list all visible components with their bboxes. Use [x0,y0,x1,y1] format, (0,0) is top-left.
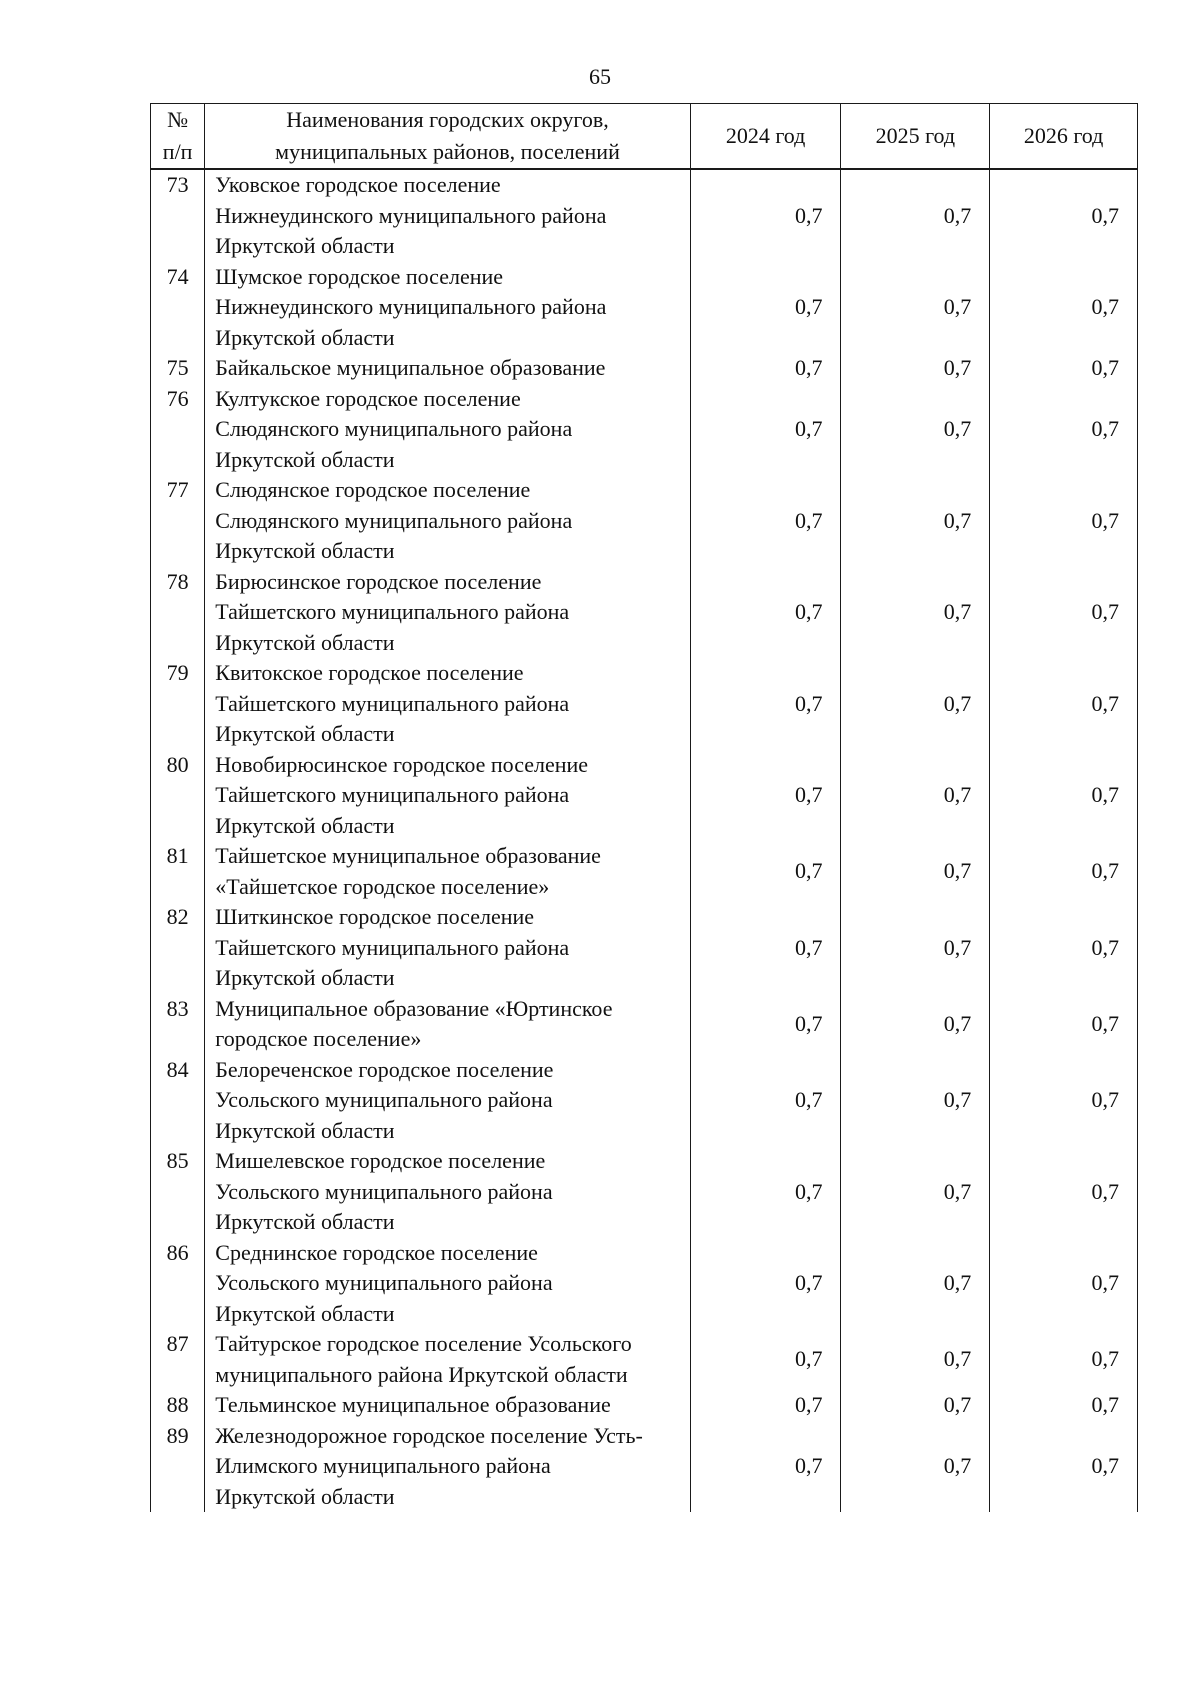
row-name-line: Слюдянского муниципального района [215,507,573,533]
row-value-2025: 0,7 [841,994,990,1055]
row-name [205,750,690,842]
row-value-2024: 0,7 [690,841,841,902]
table-row [151,475,1138,567]
row-value-2026: 0,7 [990,1238,1138,1330]
table-header [151,104,1138,170]
row-name [205,1390,690,1421]
row-name-line: Иркутской области [215,324,395,350]
row-number: 87 [151,1329,205,1390]
table-row [151,1421,1138,1513]
row-name-line: Тайшетского муниципального района [215,934,570,960]
row-value-2025: 0,7 [841,902,990,994]
row-name-line: Тайшетского муниципального района [215,782,570,807]
row-name [205,1055,690,1147]
row-name-line: Уковское городское поселение [215,172,501,197]
row-name [205,1329,690,1390]
row-name-line: Иркутской области [215,812,395,838]
row-name [205,1238,690,1330]
row-value-2025: 0,7 [841,169,990,262]
row-name-line: городское поселение» [215,1026,422,1051]
row-value-2024: 0,7 [690,1238,841,1330]
row-value-2026: 0,7 [990,353,1138,384]
row-name-line: Тайшетского муниципального района [215,599,570,624]
table-row [151,169,1138,262]
row-value-2025: 0,7 [841,1055,990,1147]
row-value-2026: 0,7 [990,994,1138,1055]
header-year-2026: 2026 год [990,104,1138,170]
table-row [151,1055,1138,1147]
row-value-2026: 0,7 [990,658,1138,750]
row-number: 74 [151,262,205,354]
row-name-line: Тайшетского муниципального района [215,690,570,716]
table-row [151,1329,1138,1390]
row-value-2025: 0,7 [841,1238,990,1330]
row-name [205,1421,690,1513]
row-name-line: Иркутской области [215,1209,395,1234]
table-row [151,750,1138,842]
row-name [205,902,690,994]
row-name-line: Илимского муниципального района [215,1453,551,1478]
row-value-2024: 0,7 [690,1329,841,1390]
table-row [151,994,1138,1055]
row-value-2025: 0,7 [841,841,990,902]
row-value-2024: 0,7 [690,902,841,994]
row-value-2025: 0,7 [841,1329,990,1390]
table-row [151,1146,1138,1238]
row-number: 83 [151,994,205,1055]
header-row [151,104,1138,170]
row-name-line: Иркутской области [215,233,395,258]
row-number: 86 [151,1238,205,1330]
table-row [151,384,1138,476]
row-name-line: Новобирюсинское городское поселение [215,751,589,777]
row-value-2025: 0,7 [841,750,990,842]
row-value-2024: 0,7 [690,1390,841,1421]
row-name-line: Квитокское городское поселение [215,660,524,685]
table-row [151,567,1138,659]
row-name-line: Нижнеудинского муниципального района [215,202,607,228]
row-value-2025: 0,7 [841,1390,990,1421]
row-number: 77 [151,475,205,567]
row-value-2024: 0,7 [690,1055,841,1147]
row-name-line: Тайтурское городское поселение Усольского [215,1331,632,1356]
row-name-line: Тельминское муниципальное образование [215,1392,611,1417]
row-value-2026: 0,7 [990,475,1138,567]
row-value-2024: 0,7 [690,384,841,476]
row-value-2026: 0,7 [990,384,1138,476]
row-name-line: Иркутской области [215,538,395,563]
row-number: 73 [151,169,205,262]
row-value-2024: 0,7 [690,262,841,354]
row-value-2026: 0,7 [990,1146,1138,1238]
row-value-2025: 0,7 [841,384,990,476]
row-name-line: Култукское городское поселение [215,385,521,411]
row-name-line: Нижнеудинского муниципального района [215,294,607,319]
row-value-2024: 0,7 [690,1146,841,1238]
row-number: 79 [151,658,205,750]
header-number-line1: № [167,107,189,132]
header-year-2024: 2024 год [690,104,841,170]
row-value-2026: 0,7 [990,1421,1138,1513]
row-name-line: Слюдянское городское поселение [215,477,531,502]
row-name-line: Белореченское городское поселение [215,1056,554,1082]
row-value-2024: 0,7 [690,475,841,567]
row-name-line: Иркутской области [215,721,395,746]
row-name [205,262,690,354]
row-number: 84 [151,1055,205,1147]
row-name-line: Иркутской области [215,1483,395,1509]
row-name-line: Мишелевское городское поселение [215,1148,546,1173]
allocation-table [150,103,1138,1512]
row-value-2025: 0,7 [841,353,990,384]
row-name-line: Иркутской области [215,1117,395,1143]
row-value-2025: 0,7 [841,567,990,659]
row-name [205,384,690,476]
row-value-2026: 0,7 [990,750,1138,842]
row-number: 80 [151,750,205,842]
row-number: 81 [151,841,205,902]
row-name [205,658,690,750]
row-name-line: Железнодорожное городское поселение Усть- [215,1422,643,1448]
header-year-2025: 2025 год [841,104,990,170]
row-value-2026: 0,7 [990,262,1138,354]
row-name [205,841,690,902]
row-number: 89 [151,1421,205,1513]
row-name [205,169,690,262]
row-name-line: Муниципальное образование «Юртинское [215,995,613,1021]
row-number: 78 [151,567,205,659]
row-name-line: Иркутской области [215,965,395,990]
row-name-line: Тайшетское муниципальное образование [215,843,601,868]
row-value-2024: 0,7 [690,353,841,384]
table-row [151,902,1138,994]
row-number: 85 [151,1146,205,1238]
row-name-line: Шиткинское городское поселение [215,904,535,929]
header-number-line2: п/п [162,139,193,164]
row-name-line: Иркутской области [215,446,395,472]
row-value-2024: 0,7 [690,750,841,842]
page-number: 65 [589,64,611,89]
header-name-line1: Наименования городских округов, [286,107,609,132]
table-body [151,169,1138,1512]
table-row [151,1238,1138,1330]
row-name-line: «Тайшетское городское поселение» [215,873,550,899]
row-number: 82 [151,902,205,994]
row-value-2026: 0,7 [990,1390,1138,1421]
header-name-line2: муниципальных районов, поселений [275,139,620,164]
row-value-2025: 0,7 [841,658,990,750]
row-value-2026: 0,7 [990,902,1138,994]
table-row [151,841,1138,902]
row-value-2025: 0,7 [841,1146,990,1238]
row-name [205,994,690,1055]
row-name-line: Иркутской области [215,629,395,655]
table-row [151,262,1138,354]
row-value-2026: 0,7 [990,169,1138,262]
row-name-line: Бирюсинское городское поселение [215,568,542,594]
row-value-2024: 0,7 [690,658,841,750]
header-number [151,104,205,170]
row-number: 88 [151,1390,205,1421]
row-value-2026: 0,7 [990,1329,1138,1390]
header-name [205,104,690,170]
row-name-line: Слюдянского муниципального района [215,416,573,441]
row-number: 75 [151,353,205,384]
row-name-line: муниципального района Иркутской области [215,1361,628,1387]
row-name-line: Усольского муниципального района [215,1087,553,1112]
row-name [205,1146,690,1238]
row-value-2025: 0,7 [841,475,990,567]
row-value-2024: 0,7 [690,567,841,659]
row-name-line: Усольского муниципального района [215,1178,553,1204]
row-name-line: Среднинское городское поселение [215,1239,538,1265]
row-value-2024: 0,7 [690,169,841,262]
row-name-line: Шумское городское поселение [215,263,504,289]
row-value-2026: 0,7 [990,1055,1138,1147]
row-value-2024: 0,7 [690,994,841,1055]
table-row [151,353,1138,384]
row-name-line: Иркутской области [215,1300,395,1326]
row-name-line: Усольского муниципального района [215,1270,553,1295]
row-name [205,567,690,659]
row-value-2026: 0,7 [990,567,1138,659]
table-row [151,1390,1138,1421]
row-name [205,475,690,567]
row-value-2024: 0,7 [690,1421,841,1513]
row-name-line: Байкальское муниципальное образование [215,355,606,380]
row-value-2025: 0,7 [841,1421,990,1513]
row-name [205,353,690,384]
row-value-2026: 0,7 [990,841,1138,902]
row-number: 76 [151,384,205,476]
row-value-2025: 0,7 [841,262,990,354]
table-row [151,658,1138,750]
